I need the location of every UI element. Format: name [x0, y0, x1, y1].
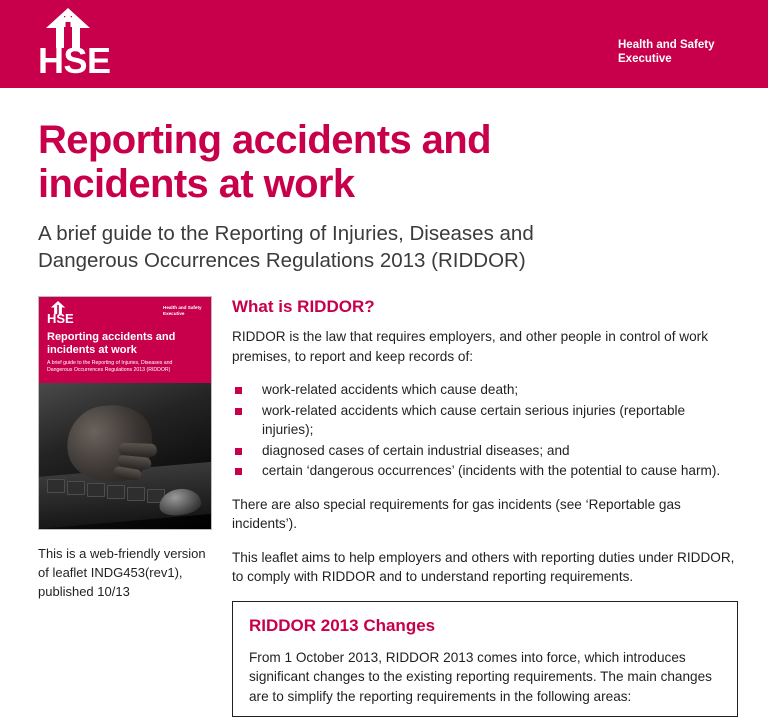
page-title-line2: incidents at work [38, 162, 355, 206]
hse-strapline-line2: Executive [618, 52, 738, 66]
list-item-label: work-related accidents which cause certain serious injuries (reportable injuries); [262, 403, 685, 438]
riddor-2013-changes-panel [232, 601, 738, 717]
list-item-label: work-related accidents which cause death; [262, 382, 518, 397]
page-header [0, 0, 768, 88]
leaflet-aims-paragraph: This leaflet aims to help employers and others with reporting duties under RIDDOR, to comply with RIDDOR and to understand reporting requirements. [232, 548, 738, 587]
list-item [232, 441, 738, 461]
reportable-items-list [232, 380, 738, 481]
cover-hse-logo [47, 301, 91, 327]
bullet-square-icon [235, 387, 242, 394]
section-heading-what-is-riddor: What is RIDDOR? [232, 296, 738, 317]
title-block [0, 88, 768, 274]
right-column [232, 296, 738, 717]
cover-caption-line2: of leaflet INDG453(rev1), [38, 563, 210, 582]
list-item-label: diagnosed cases of certain industrial diseases; and [262, 443, 570, 458]
key [107, 485, 125, 499]
hse-strapline [618, 38, 738, 66]
gas-incidents-paragraph: There are also special requirements for gas incidents (see ‘Reportable gas incidents’). [232, 495, 738, 534]
bullet-square-icon [235, 468, 242, 475]
cover-strapline-line2: Executive [163, 311, 205, 317]
hse-logo-text: HSE [38, 42, 111, 80]
key [47, 479, 65, 493]
page-subtitle-line1: A brief guide to the Reporting of Injuries, Diseases and [38, 222, 534, 245]
panel-heading: RIDDOR 2013 Changes [249, 616, 721, 636]
page-subtitle-line2: Dangerous Occurrences Regulations 2013 (RIDDOR) [38, 249, 526, 272]
list-item-label: certain ‘dangerous occurrences’ (incidents with the potential to cause harm). [262, 463, 720, 478]
bullet-square-icon [235, 408, 242, 415]
cover-hse-logo-text: HSE [47, 312, 74, 326]
left-column [38, 296, 210, 717]
cover-photo [39, 383, 211, 529]
panel-paragraph: From 1 October 2013, RIDDOR 2013 comes into force, which introduces significant changes to the existing reporting requirements. The main changes are to simplify the reporting requirements in the following areas: [249, 648, 721, 707]
cover-strapline-line1: Health and Safety [163, 305, 205, 311]
cover-subtitle: A brief guide to the Reporting of Injuries, Diseases and Dangerous Occurrences Regulations 2013 (RIDDOR) [47, 360, 197, 374]
key [127, 487, 145, 501]
cover-caption-line1: This is a web-friendly version [38, 544, 210, 563]
cover-header-band [39, 297, 211, 383]
list-item [232, 401, 738, 440]
leaflet-cover-thumbnail [38, 296, 212, 530]
page-title [38, 118, 730, 206]
intro-paragraph: RIDDOR is the law that requires employers, and other people in control of work premises, to report and keep records of: [232, 327, 738, 366]
key [87, 483, 105, 497]
bullet-square-icon [235, 448, 242, 455]
hse-logo [38, 8, 168, 82]
page-subtitle [38, 220, 730, 274]
hse-strapline-line1: Health and Safety [618, 38, 738, 52]
cover-title: Reporting accidents and incidents at work [47, 331, 197, 357]
cover-caption-line3: published 10/13 [38, 582, 210, 601]
key [67, 481, 85, 495]
content-area [0, 274, 768, 717]
list-item [232, 461, 738, 481]
page-title-line1: Reporting accidents and [38, 118, 491, 162]
cover-caption [38, 544, 210, 601]
list-item [232, 380, 738, 400]
cover-strapline [163, 305, 205, 317]
